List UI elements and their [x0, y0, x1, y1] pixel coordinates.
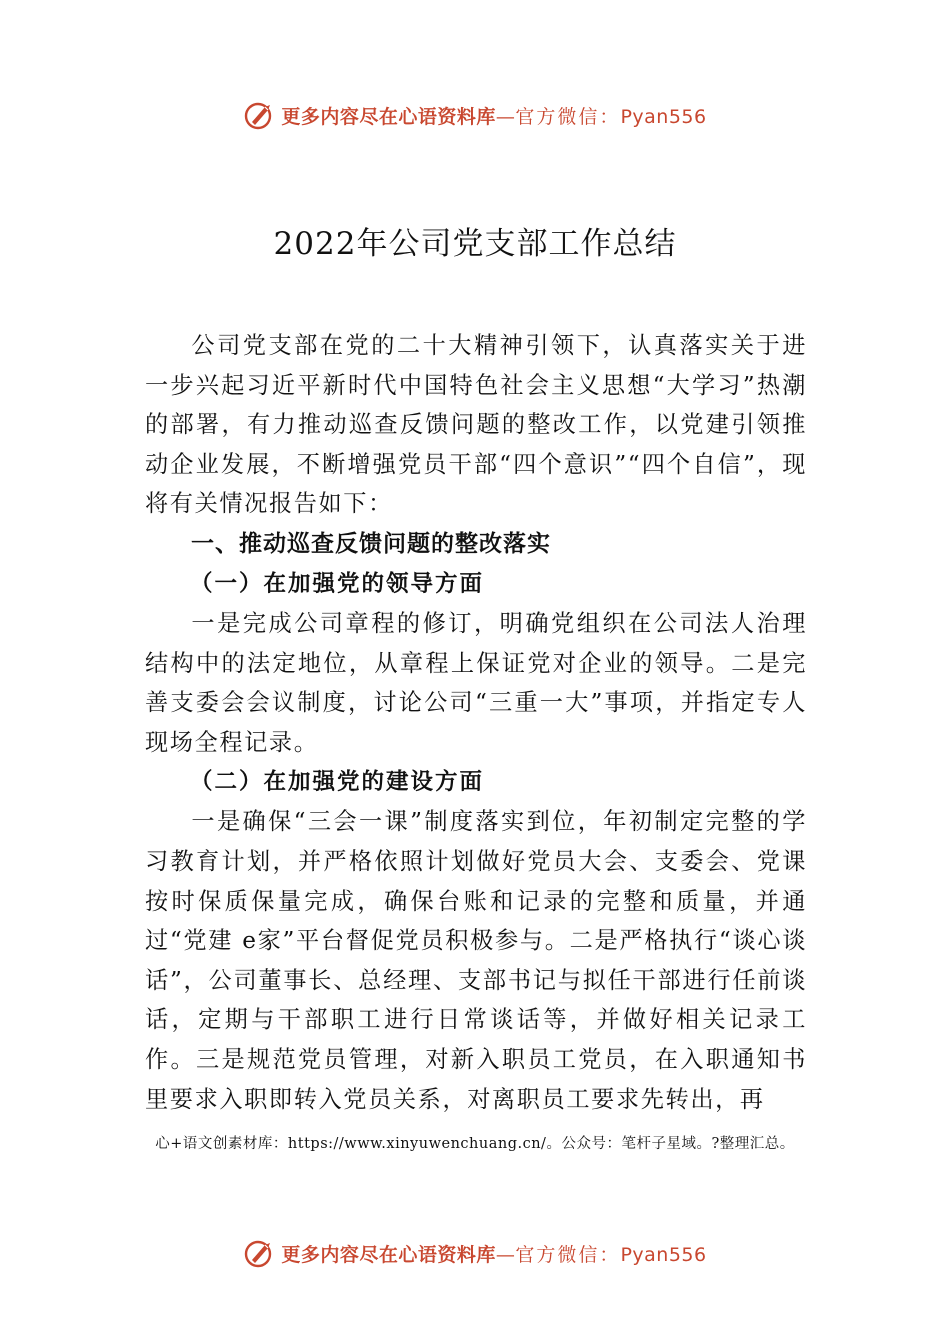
banner-text: [281, 102, 706, 129]
subsection-paragraph-1: 一是完成公司章程的修订，明确党组织在公司法人治理结构中的法定地位，从章程上保证党对企业的领导。二是完善支委会会议制度，讨论公司“三重一大”事项，并指定专人现场全程记录。: [145, 609, 807, 756]
pen-nib-circle-icon: [243, 1236, 277, 1270]
header-watermark-banner: [0, 95, 950, 135]
footer-source-note: 心+语文创素材库：https://www.xinyuwenchuang.cn/。公众号：笔杆子星域。?整理汇总。: [155, 1136, 795, 1152]
section-heading-1: 一、推动巡查反馈问题的整改落实: [191, 530, 551, 557]
intro-paragraph: 公司党支部在党的二十大精神引领下，认真落实关于进一步兴起习近平新时代中国特色社会主义思想“大学习”热潮的部署，有力推动巡查反馈问题的整改工作，以党建引领推动企业发展，不断增强党员干部“四个意识”“四个自信”，现将有关情况报告如下：: [145, 332, 807, 518]
banner-wechat-label: 官方微信：: [515, 105, 621, 128]
banner-site-text: 更多内容尽在心语资料库: [281, 105, 496, 128]
banner-wechat-id: Pyan556: [620, 105, 707, 128]
subsection-paragraph-2: 一是确保“三会一课”制度落实到位，年初制定完整的学习教育计划，并严格依照计划做好党员大会、支委会、党课按时保质保量完成，确保台账和记录的完整和质量，并通过“党建 e家”平台督促党员积极参与。二是严格执行“谈心谈话”，公司董事长、总经理、支部书记与拟任干部进行任前谈话，定期与干部职工进行日常谈话等，并做好相关记录工作。三是规范党员管理，对新入职员工党员，在入职通知书里要求入职即转入党员关系，对离职员工要求先转出，再: [145, 808, 807, 1113]
banner-dash: —: [495, 1243, 516, 1266]
pen-nib-circle-icon: [243, 98, 277, 132]
document-title: 2022年公司党支部工作总结: [273, 226, 677, 262]
subsection-heading-1: （一）在加强党的领导方面: [190, 570, 485, 597]
banner-dash: —: [495, 105, 516, 128]
footer-watermark-banner: [0, 1233, 950, 1273]
banner-wechat-id: Pyan556: [620, 1243, 707, 1266]
banner-text: [281, 1240, 706, 1267]
banner-site-text: 更多内容尽在心语资料库: [281, 1243, 496, 1266]
subsection-heading-2: （二）在加强党的建设方面: [190, 769, 485, 796]
banner-wechat-label: 官方微信：: [515, 1243, 621, 1266]
document-body: [145, 326, 807, 1119]
